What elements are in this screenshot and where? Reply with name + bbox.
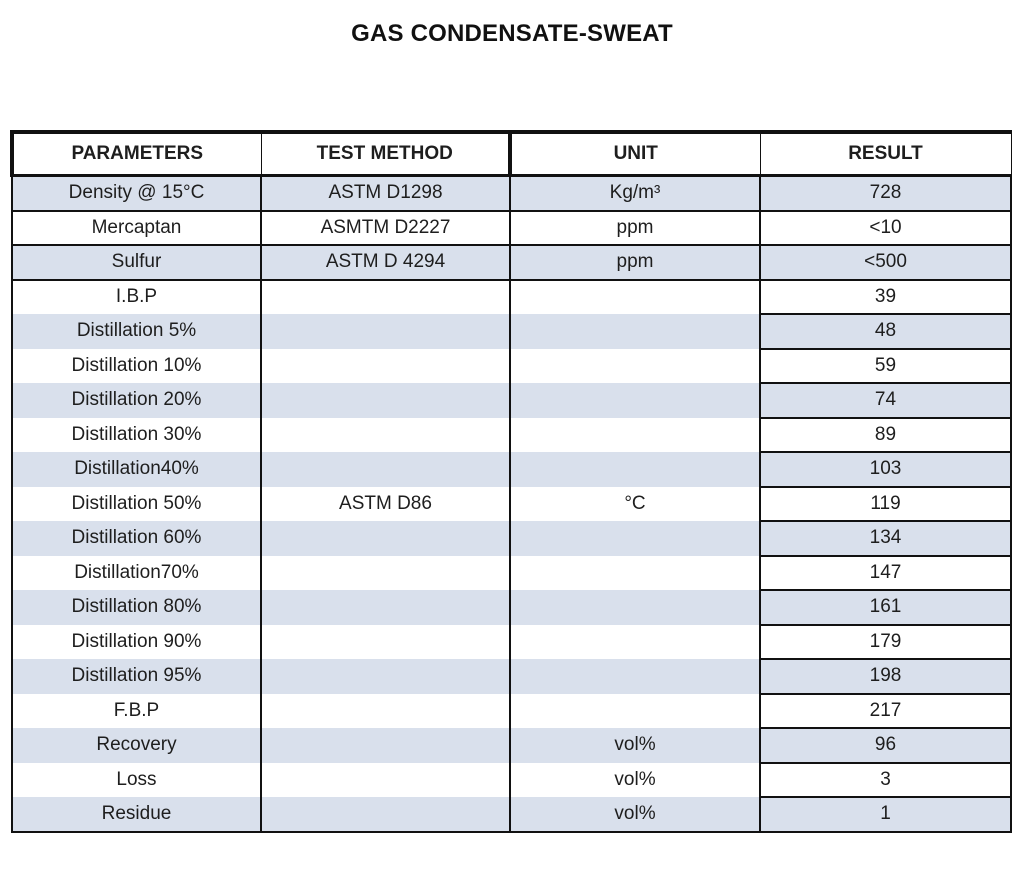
results-table (10, 130, 1012, 833)
result-cell: 89 (760, 418, 1011, 453)
unit-cell: vol% (510, 728, 760, 763)
parameter-cell: Distillation 20% (12, 383, 261, 418)
test-method-cell (261, 280, 510, 315)
parameter-cell: Distillation 60% (12, 521, 261, 556)
unit-cell (510, 314, 760, 349)
unit-cell: ppm (510, 211, 760, 246)
test-method-cell: ASMTM D2227 (261, 211, 510, 246)
unit-cell (510, 383, 760, 418)
parameter-cell: Distillation70% (12, 556, 261, 591)
table-row (12, 728, 1011, 763)
parameter-cell: Residue (12, 797, 261, 832)
table-row (12, 418, 1011, 453)
parameter-cell: Distillation 95% (12, 659, 261, 694)
parameter-cell: Distillation40% (12, 452, 261, 487)
test-method-cell (261, 763, 510, 798)
unit-cell (510, 280, 760, 315)
test-method-cell (261, 590, 510, 625)
parameter-cell: Loss (12, 763, 261, 798)
result-cell: 1 (760, 797, 1011, 832)
result-cell: 48 (760, 314, 1011, 349)
result-cell: 96 (760, 728, 1011, 763)
result-cell: 119 (760, 487, 1011, 522)
unit-cell: vol% (510, 763, 760, 798)
test-method-cell (261, 521, 510, 556)
test-method-cell: ASTM D86 (261, 487, 510, 522)
test-method-cell (261, 418, 510, 453)
parameter-cell: Mercaptan (12, 211, 261, 246)
result-cell: 3 (760, 763, 1011, 798)
parameter-cell: Distillation 90% (12, 625, 261, 660)
header-unit: UNIT (510, 132, 760, 176)
test-method-cell (261, 659, 510, 694)
table-row (12, 521, 1011, 556)
unit-cell (510, 659, 760, 694)
test-method-cell (261, 728, 510, 763)
table-row (12, 763, 1011, 798)
unit-cell (510, 452, 760, 487)
table-row (12, 383, 1011, 418)
table-row (12, 487, 1011, 522)
test-method-cell (261, 314, 510, 349)
result-cell: 728 (760, 176, 1011, 211)
unit-cell (510, 349, 760, 384)
result-cell: 39 (760, 280, 1011, 315)
result-cell: 134 (760, 521, 1011, 556)
header-test-method: TEST METHOD (261, 132, 510, 176)
parameter-cell: Sulfur (12, 245, 261, 280)
result-cell: <10 (760, 211, 1011, 246)
test-method-cell (261, 452, 510, 487)
result-cell: <500 (760, 245, 1011, 280)
table-row (12, 452, 1011, 487)
table-row (12, 211, 1011, 246)
test-method-cell: ASTM D 4294 (261, 245, 510, 280)
header-result: RESULT (760, 132, 1011, 176)
unit-cell (510, 590, 760, 625)
test-method-cell (261, 797, 510, 832)
test-method-cell (261, 625, 510, 660)
parameter-cell: Distillation 5% (12, 314, 261, 349)
unit-cell (510, 418, 760, 453)
table-row (12, 556, 1011, 591)
test-method-cell (261, 383, 510, 418)
test-method-cell (261, 556, 510, 591)
result-cell: 103 (760, 452, 1011, 487)
parameter-cell: Distillation 10% (12, 349, 261, 384)
result-cell: 147 (760, 556, 1011, 591)
parameter-cell: F.B.P (12, 694, 261, 729)
table-row (12, 245, 1011, 280)
table-row (12, 590, 1011, 625)
header-parameters: PARAMETERS (12, 132, 261, 176)
parameter-cell: Recovery (12, 728, 261, 763)
page-title: GAS CONDENSATE-SWEAT (351, 20, 673, 47)
result-cell: 59 (760, 349, 1011, 384)
result-cell: 217 (760, 694, 1011, 729)
test-method-cell: ASTM D1298 (261, 176, 510, 211)
result-cell: 198 (760, 659, 1011, 694)
unit-cell (510, 625, 760, 660)
unit-cell (510, 556, 760, 591)
test-method-cell (261, 349, 510, 384)
unit-cell (510, 521, 760, 556)
result-cell: 161 (760, 590, 1011, 625)
unit-cell: °C (510, 487, 760, 522)
unit-cell: Kg/m³ (510, 176, 760, 211)
table-row (12, 625, 1011, 660)
table-row (12, 797, 1011, 832)
table-row (12, 314, 1011, 349)
parameter-cell: Distillation 80% (12, 590, 261, 625)
result-cell: 74 (760, 383, 1011, 418)
parameter-cell: I.B.P (12, 280, 261, 315)
parameter-cell: Density @ 15°C (12, 176, 261, 211)
header-row (12, 132, 1011, 176)
unit-cell: vol% (510, 797, 760, 832)
table-row (12, 349, 1011, 384)
table-row (12, 280, 1011, 315)
table-row (12, 176, 1011, 211)
table-row (12, 659, 1011, 694)
unit-cell: ppm (510, 245, 760, 280)
test-method-cell (261, 694, 510, 729)
parameter-cell: Distillation 50% (12, 487, 261, 522)
parameter-cell: Distillation 30% (12, 418, 261, 453)
table-row (12, 694, 1011, 729)
result-cell: 179 (760, 625, 1011, 660)
unit-cell (510, 694, 760, 729)
